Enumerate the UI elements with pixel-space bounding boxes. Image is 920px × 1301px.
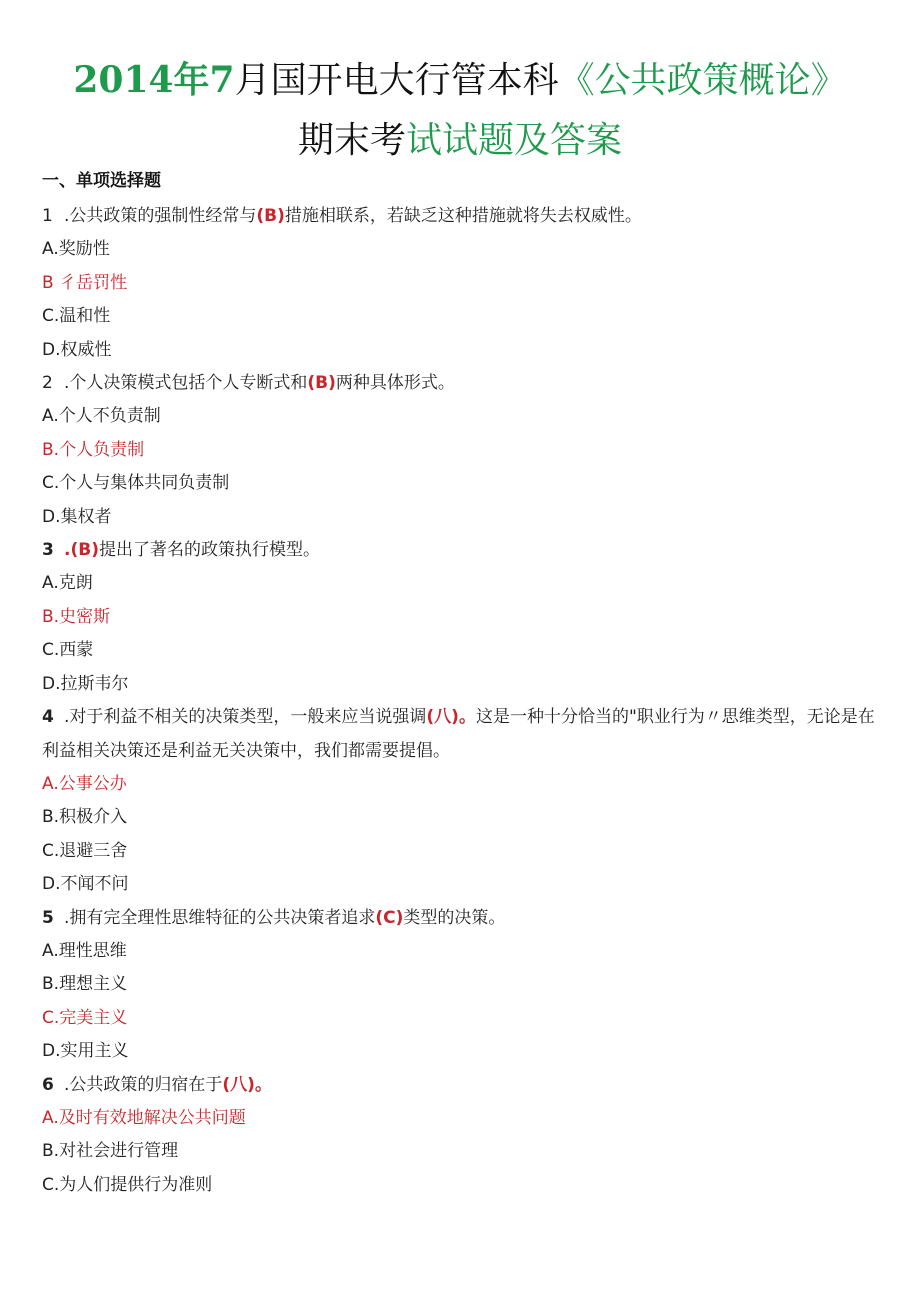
question-list	[42, 168, 882, 1202]
option: D.不闻不问	[42, 874, 129, 895]
question-number: 1	[42, 206, 53, 226]
option: C.个人与集体共同负责制	[42, 473, 230, 494]
question-text-post: 这是一种十分恰当的"职业行为〃思维类型，无论是在利益相关决策还是利益无关决策中，我们都需要提倡。	[42, 707, 875, 761]
title-mid: 月国开电大行管本科	[234, 60, 559, 101]
option: D.拉斯韦尔	[42, 673, 129, 694]
answer-mark: (C)	[375, 907, 404, 928]
option: B.理想主义	[42, 974, 128, 995]
question-text-pre: .个人决策模式包括个人专断式和	[64, 373, 308, 394]
question-text-pre: .公共政策的归宿在于	[64, 1074, 223, 1095]
option: A.奖励性	[42, 239, 110, 260]
answer-mark: (八)。	[426, 707, 476, 728]
question-text-post: 两种具体形式。	[335, 373, 455, 394]
answer-mark: (八)。	[222, 1074, 272, 1095]
question-2	[42, 367, 882, 400]
section-heading: 一、单项选择题	[42, 171, 161, 191]
option: A.克朗	[42, 573, 93, 594]
option: C.退避三舍	[42, 840, 128, 861]
question-4	[42, 701, 882, 768]
question-text-pre: .	[64, 540, 71, 561]
question-number: 2	[42, 373, 53, 394]
question-number: 6	[42, 1074, 54, 1095]
option: B.积极介入	[42, 807, 128, 828]
option: C.温和性	[42, 306, 111, 327]
option: D.实用主义	[42, 1041, 129, 1062]
doc-title-line1	[0, 52, 920, 103]
doc-title-line2	[0, 112, 920, 163]
question-6	[42, 1069, 882, 1102]
option: A.理性思维	[42, 940, 127, 961]
option: C.西蒙	[42, 640, 94, 661]
option-correct: A.公事公办	[42, 773, 127, 794]
question-text-post: 提出了著名的政策执行模型。	[98, 540, 320, 561]
question-text-pre: .对于利益不相关的决策类型，一般来应当说强调	[64, 707, 427, 728]
option-correct: B 彳岳罚性	[42, 272, 128, 293]
question-3	[42, 534, 882, 567]
title2-green: 试试题及答案	[406, 120, 623, 161]
question-1	[42, 200, 882, 233]
question-text-pre: .拥有完全理性思维特征的公共决策者追求	[64, 907, 376, 928]
answer-mark: (B)	[70, 540, 99, 561]
title-course: 《公共政策概论》	[558, 60, 847, 101]
option-correct: C.完美主义	[42, 1007, 128, 1028]
option: D.集权者	[42, 506, 112, 527]
question-text-post: 类型的决策。	[403, 907, 506, 928]
option-correct: B.史密斯	[42, 606, 111, 627]
option: B.对社会进行管理	[42, 1141, 179, 1162]
question-text-pre: .公共政策的强制性经常与	[64, 206, 257, 226]
answer-mark: (B)	[307, 373, 336, 394]
title2-black: 期末考	[297, 120, 406, 161]
option-correct: A.及时有效地解决公共问题	[42, 1107, 246, 1128]
option: A.个人不负责制	[42, 406, 161, 427]
question-number: 3	[42, 540, 54, 561]
answer-mark: (B)	[256, 206, 285, 226]
question-5	[42, 902, 882, 935]
option: C.为人们提供行为准则	[42, 1174, 213, 1195]
title-year: 2014年7	[73, 59, 235, 101]
question-text-post: 措施相联系，若缺乏这种措施就将失去权威性。	[284, 206, 642, 226]
option-correct: B.个人负责制	[42, 439, 145, 460]
question-number: 4	[42, 707, 54, 728]
question-number: 5	[42, 907, 54, 928]
option: D.权威性	[42, 339, 112, 360]
